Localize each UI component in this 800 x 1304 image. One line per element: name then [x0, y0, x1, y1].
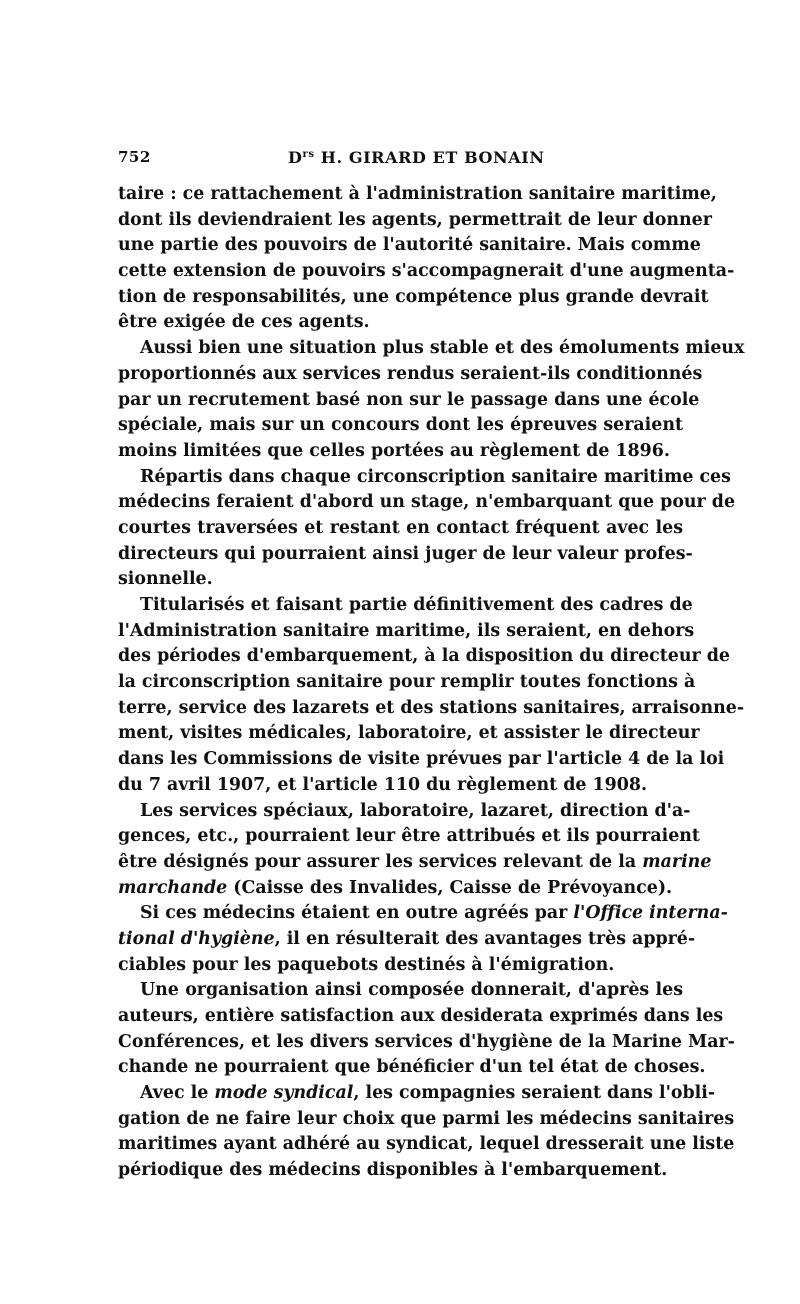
running-title	[288, 148, 545, 167]
text-segment: , il en résulterait des avantages très appré-	[274, 928, 696, 949]
page-header	[118, 148, 683, 172]
text-segment: moins limitées que celles portées au règlement de 1896.	[118, 440, 670, 461]
text-line	[118, 413, 683, 439]
text-segment: médecins feraient d'abord un stage, n'embarquant que pour de	[118, 492, 736, 513]
text-line	[118, 1158, 683, 1184]
italic-text-segment: tional d'hygiène	[118, 928, 275, 949]
text-segment: cette extension de pouvoirs s'accompagnerait d'une augmenta-	[118, 261, 735, 282]
text-segment: des périodes d'embarquement, à la disposition du directeur de	[118, 646, 730, 667]
text-segment: Conférences, et les divers services d'hygiène de la Marine Mar-	[118, 1031, 735, 1052]
text-segment: dans les Commissions de visite prévues par l'article 4 de la loi	[118, 749, 725, 770]
text-segment: la circonscription sanitaire pour remplir toutes fonctions à	[118, 672, 696, 693]
text-line	[118, 1055, 706, 1081]
running-title-rest: H. GIRARD ET BONAIN	[314, 148, 545, 167]
italic-text-segment: marchande	[118, 877, 228, 898]
text-segment: chande ne pourraient que bénéficier d'un tel état de choses.	[118, 1057, 706, 1078]
text-line	[118, 850, 712, 876]
text-segment: être désignés pour assurer les services relevant de la	[118, 851, 643, 872]
text-line	[118, 747, 725, 773]
text-line	[118, 285, 709, 311]
text-line	[118, 670, 696, 696]
text-segment: courtes traversées et restant en contact fréquent avec les	[118, 517, 683, 538]
text-line	[118, 773, 683, 799]
text-segment: Aussi bien une situation plus stable et des émoluments mieux	[140, 338, 745, 359]
running-title-sup: rs	[302, 149, 315, 160]
text-segment: Si ces médecins étaient en outre agréés par	[140, 903, 574, 924]
text-segment: sionnelle.	[118, 569, 213, 590]
text-line	[118, 1081, 716, 1107]
text-segment: , les compagnies seraient dans l'obli-	[353, 1083, 716, 1104]
italic-text-segment: l'Office interna-	[573, 903, 728, 924]
text-segment: maritimes ayant adhéré au syndicat, lequel dresserait une liste	[118, 1134, 735, 1155]
text-segment: proportionnés aux services rendus seraient-ils conditionnés	[118, 363, 703, 384]
text-segment: du 7 avril 1907, et l'article 110 du règlement de 1908.	[118, 774, 647, 795]
text-line	[118, 1030, 735, 1056]
text-segment: spéciale, mais sur un concours dont les épreuves seraient	[118, 415, 683, 436]
text-line	[118, 259, 735, 285]
text-line	[118, 439, 683, 465]
text-line	[118, 824, 700, 850]
text-line	[118, 1107, 735, 1133]
text-line	[118, 542, 693, 568]
text-line	[118, 644, 730, 670]
text-line	[118, 799, 691, 825]
text-line	[118, 593, 693, 619]
text-line	[118, 927, 696, 953]
text-line	[118, 1004, 724, 1030]
text-line	[118, 901, 728, 927]
text-line	[118, 388, 700, 414]
text-line	[118, 516, 683, 542]
text-line	[118, 619, 695, 645]
text-segment: Titularisés et faisant partie définitivement des cadres de	[140, 595, 693, 615]
text-segment: auteurs, entière satisfaction aux desiderata exprimés dans les	[118, 1006, 724, 1026]
text-segment: Répartis dans chaque circonscription sanitaire maritime ces	[140, 466, 731, 487]
text-line	[118, 208, 712, 234]
text-line	[118, 465, 731, 491]
text-segment: être exigée de ces agents.	[118, 312, 370, 333]
text-segment: par un recrutement basé non sur le passage dans une école	[118, 389, 700, 410]
text-segment: gation de ne faire leur choix que parmi les médecins sanitaires	[118, 1108, 735, 1129]
running-title-prefix: D	[288, 148, 303, 167]
italic-text-segment: marine	[642, 851, 712, 872]
text-segment: l'Administration sanitaire maritime, ils seraient, en dehors	[118, 620, 695, 641]
text-line	[118, 1132, 735, 1158]
text-segment: (Caisse des Invalides, Caisse de Prévoyance).	[227, 877, 673, 898]
text-segment: périodique des médecins disponibles à l'embarquement.	[118, 1160, 668, 1181]
text-line	[118, 876, 683, 902]
text-line	[118, 336, 745, 362]
text-line	[118, 310, 683, 336]
text-segment: Les services spéciaux, laboratoire, lazaret, direction d'a-	[140, 800, 691, 821]
text-segment: tion de responsabilités, une compétence plus grande devrait	[118, 286, 709, 307]
text-segment: taire : ce rattachement à l'administration sanitaire maritime,	[118, 184, 717, 204]
text-line	[118, 490, 736, 516]
text-segment: Une organisation ainsi composée donnerait, d'après les	[140, 980, 683, 1001]
text-segment: directeurs qui pourraient ainsi juger de leur valeur profes-	[118, 543, 693, 564]
text-line	[118, 978, 683, 1004]
text-line	[118, 233, 701, 259]
text-line	[118, 721, 700, 747]
text-segment: gences, etc., pourraient leur être attribués et ils pourraient	[118, 826, 700, 847]
text-line	[118, 182, 717, 208]
text-segment: une partie des pouvoirs de l'autorité sanitaire. Mais comme	[118, 235, 701, 256]
text-line	[118, 567, 683, 593]
text-segment: Avec le	[140, 1083, 215, 1104]
text-line	[118, 696, 745, 722]
page-number: 752	[118, 148, 151, 166]
body-text	[118, 182, 745, 1184]
text-segment: terre, service des lazarets et des stations sanitaires, arraisonne-	[118, 697, 745, 718]
text-segment: dont ils deviendraient les agents, permettrait de leur donner	[118, 209, 712, 230]
text-line	[118, 362, 703, 388]
text-line	[118, 953, 683, 979]
text-segment: ciables pour les paquebots destinés à l'émigration.	[118, 954, 615, 975]
italic-text-segment: mode syndical	[214, 1083, 354, 1104]
text-segment: ment, visites médicales, laboratoire, et assister le directeur	[118, 723, 700, 744]
